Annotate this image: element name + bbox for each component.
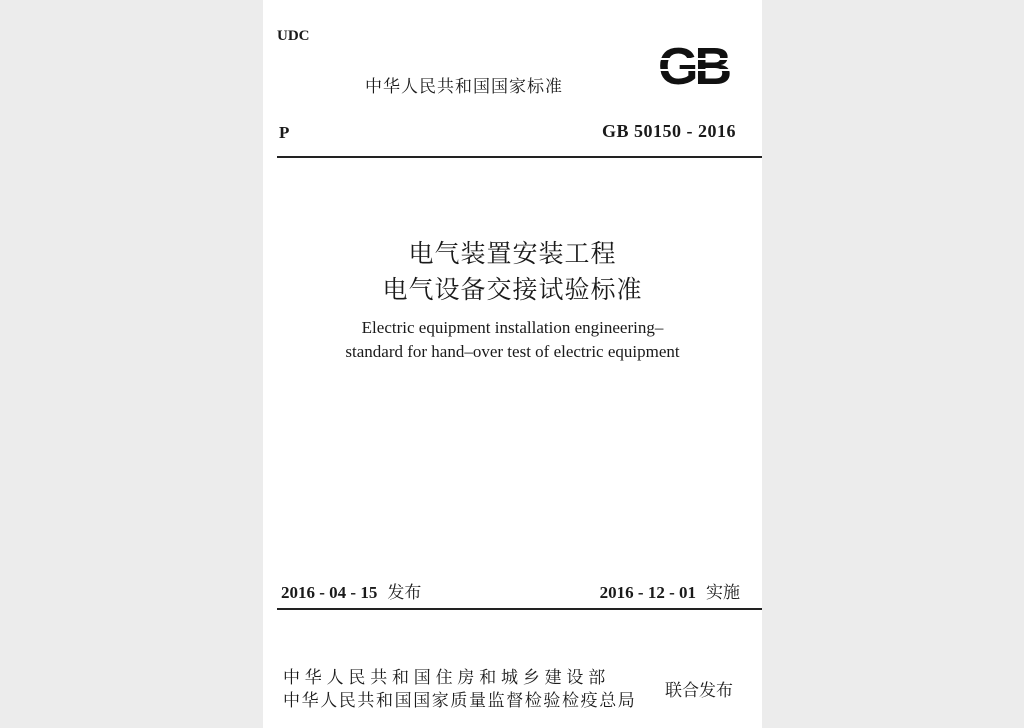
implement-date-value: 2016 - 12 - 01	[599, 583, 696, 602]
gb-logo-icon	[643, 40, 743, 92]
issuer-line-1: 中华人民共和国住房和城乡建设部	[283, 668, 610, 688]
top-divider	[277, 156, 762, 158]
gb-logo-text: GB	[658, 40, 728, 92]
implement-date	[600, 578, 740, 603]
english-title-line-2: standard for hand–over test of electric equipment	[345, 342, 680, 361]
english-title-line-1: Electric equipment installation engineering–	[361, 318, 664, 337]
issue-date-value: 2016 - 04 - 15	[281, 583, 378, 602]
chinese-title-line-1: 电气装置安装工程	[408, 239, 617, 268]
issue-date	[281, 578, 421, 603]
joint-issue-label: 联合发布	[665, 681, 733, 701]
category-code: P	[279, 123, 290, 142]
udc-label: UDC	[277, 28, 310, 44]
chinese-title-line-2: 电气设备交接试验标准	[382, 275, 643, 304]
issuer-line-2: 中华人民共和国国家质量监督检验检疫总局	[283, 691, 637, 711]
document-page	[263, 0, 762, 728]
standard-number: GB 50150 - 2016	[601, 121, 736, 141]
bottom-divider	[277, 608, 762, 610]
issue-label: 发布	[387, 583, 422, 603]
national-standard-header: 中华人民共和国国家标准	[365, 77, 563, 97]
implement-label: 实施	[706, 583, 740, 603]
